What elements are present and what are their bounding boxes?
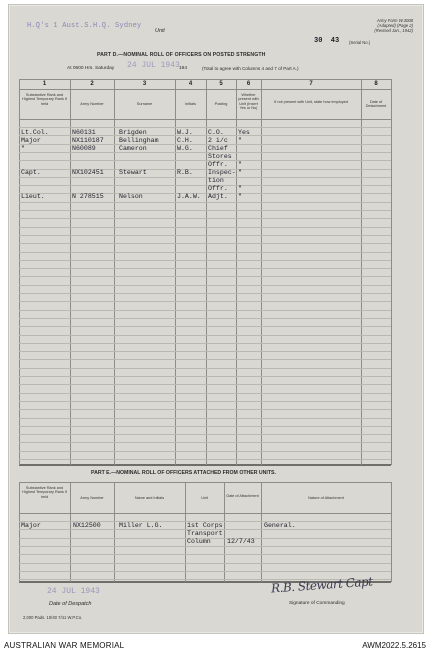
part-d-cell-present: Yes: [238, 129, 250, 136]
part-d-cell-initials: C.H.: [177, 137, 193, 144]
part-d-header-employed: If not present with Unit, state how employed: [274, 100, 348, 104]
part-d-cell-number: NX102451: [72, 169, 104, 176]
despatch-date-stamp: 24 JUL 1943: [47, 587, 100, 596]
part-d-ruled-line: [19, 260, 391, 261]
form-id-line-3: (Revised Jan., 1942): [374, 28, 413, 33]
part-d-cell-initials: R.B.: [177, 169, 193, 176]
part-d-ruled-line: [19, 293, 391, 294]
part-d-cell-present: ": [238, 185, 242, 192]
part-e-ruled-line: [19, 554, 391, 555]
part-d-ruled-line: [19, 434, 391, 435]
part-d-colnum-3: 3: [142, 81, 147, 87]
part-d-col-line-6: [261, 79, 262, 465]
part-d-ruled-line: [19, 243, 391, 244]
part-d-cell-present: ": [238, 193, 242, 200]
part-d-header-detachment: Date of Detachment: [365, 100, 387, 109]
part-d-col-line-0: [19, 79, 20, 465]
part-d-ruled-line: [19, 218, 391, 219]
part-d-ruled-line: [19, 426, 391, 427]
part-e-header-unit: Unit: [201, 496, 208, 500]
archive-caption-left: AUSTRALIAN WAR MEMORIAL: [4, 641, 125, 650]
part-d-cell-present: ": [238, 161, 242, 168]
part-d-cell-number: N60131: [72, 129, 96, 136]
part-d-header-number: Army Number: [80, 102, 104, 106]
commanding-officer-signature: R.B. Stewart Capt: [270, 574, 373, 596]
part-d-ruled-line: [19, 326, 391, 327]
part-d-ruled-line: [19, 335, 391, 336]
form-id-line-2: (Adapted) (Page 2): [377, 23, 413, 28]
part-d-cell-posting: 2 i/c: [208, 137, 228, 144]
part-d-ruled-line: [19, 351, 391, 352]
part-d-cell-posting: Adjt.: [208, 193, 228, 200]
part-d-header-present: Whether present with Unit (Insert Yes or No): [238, 93, 259, 111]
part-d-cell-initials: J.A.W.: [177, 193, 201, 200]
unit-label: Unit: [155, 28, 165, 34]
part-e-nature: General.: [264, 522, 296, 529]
part-d-cell-initials: W.J.: [177, 129, 193, 136]
part-d-bottom-rule: [19, 464, 391, 466]
part-e-header-nature: Nature of Attachment: [308, 496, 344, 500]
part-d-cell-present: ": [238, 137, 242, 144]
part-d-ruled-line: [19, 384, 391, 385]
part-d-cell-posting: Chief: [208, 145, 228, 152]
part-d-cell-surname: Stewart: [119, 169, 147, 176]
part-e-header-rank: Substantive Rank and Highest Temporary Rank if held: [22, 486, 67, 499]
document-sheet: [8, 4, 424, 634]
part-e-ruled-line: [19, 571, 391, 572]
part-d-ruled-line: [19, 459, 391, 460]
part-d-colnum-2: 2: [90, 81, 94, 87]
part-d-ruled-line: [19, 401, 391, 402]
part-d-cell-posting: C.O.: [208, 129, 224, 136]
part-d-ruled-line: [19, 376, 391, 377]
part-d-ruled-line: [19, 252, 391, 253]
part-e-header-name: Name and Initials: [134, 496, 165, 500]
part-d-cell-posting: Stores: [208, 153, 232, 160]
part-d-cell-posting: Offr.: [208, 161, 228, 168]
part-d-cell-surname: Brigden: [119, 129, 147, 136]
part-d-header-rule: [19, 119, 391, 120]
part-d-cell-number: N60089: [72, 145, 96, 152]
part-e-ruled-line: [19, 563, 391, 564]
part-d-ruled-line: [19, 127, 391, 128]
part-d-cell-surname: Nelson: [119, 193, 143, 200]
part-d-year-suffix: 194: [179, 66, 188, 71]
part-e-date: 12/7/43: [227, 538, 255, 545]
part-d-colnum-8: 8: [374, 81, 378, 87]
part-e-header-date: Date of Attachment: [226, 494, 259, 498]
part-d-colnum-rule: [19, 89, 391, 90]
part-e-unit-3: Column: [187, 538, 211, 545]
part-d-ruled-line: [19, 285, 391, 286]
printer-note: 2,000 Pads. 10/40 7/41 W.P.Co.: [23, 615, 83, 620]
part-d-header-initials: Initials: [185, 102, 196, 106]
part-d-ruled-line: [19, 276, 391, 277]
part-d-ruled-line: [19, 227, 391, 228]
part-d-ruled-line: [19, 368, 391, 369]
part-d-ruled-line: [19, 177, 391, 178]
part-e-rank: Major: [21, 522, 41, 529]
part-d-ruled-line: [19, 451, 391, 452]
part-d-ruled-line: [19, 210, 391, 211]
part-d-date-stamp: 24 JUL 1943: [127, 61, 180, 70]
part-d-ruled-line: [19, 310, 391, 311]
part-d-cell-initials: W.G.: [177, 145, 193, 152]
part-d-ruled-line: [19, 409, 391, 410]
part-e-title: PART E.—NOMINAL ROLL OF OFFICERS ATTACHED FROM OTHER UNITS.: [91, 470, 276, 476]
part-e-unit-2: Transport: [187, 530, 223, 537]
part-d-ruled-line: [19, 160, 391, 161]
part-d-colnum-7: 7: [309, 81, 313, 87]
part-d-cell-posting: Inspec-: [208, 169, 236, 176]
part-d-cell-surname: Bellingham: [119, 137, 159, 144]
signature-label: Signature of Commanding: [289, 601, 345, 606]
serial-label: (Serial No.): [349, 40, 371, 45]
part-e-col-line-6: [391, 482, 392, 582]
part-d-cell-surname: Cameron: [119, 145, 147, 152]
part-e-top-rule: [19, 482, 391, 483]
part-d-colnum-6: 6: [246, 81, 251, 87]
archive-caption-right: AWM2022.5.2615: [362, 641, 426, 650]
part-d-ruled-line: [19, 202, 391, 203]
part-d-col-line-1: [70, 79, 71, 465]
part-d-cell-posting: Offr.: [208, 185, 228, 192]
part-d-header-rank: Substantive Rank and Highest Temporary Rank if held: [22, 93, 67, 106]
part-d-date-prefix: At 0600 Hrs. Saturday: [67, 66, 115, 71]
part-d-colnum-5: 5: [219, 81, 223, 87]
part-d-ruled-line: [19, 442, 391, 443]
part-e-unit-1: 1st Corps: [187, 522, 223, 529]
part-d-title: PART D.—NOMINAL ROLL OF OFFICERS ON POSTED STRENGTH: [97, 52, 266, 58]
part-d-top-rule: [19, 79, 391, 80]
part-d-header-surname: Surname: [136, 102, 153, 106]
part-d-ruled-line: [19, 185, 391, 186]
form-id-line-1: Army Form W.3008: [376, 18, 413, 23]
unit-stamp: H.Q's 1 Aust.S.H.Q. Sydney: [27, 22, 142, 30]
part-d-ruled-line: [19, 418, 391, 419]
part-d-ruled-line: [19, 343, 391, 344]
part-d-col-line-4: [206, 79, 207, 465]
part-d-col-line-3: [175, 79, 176, 465]
part-e-ruled-line: [19, 546, 391, 547]
part-d-date-note: (Total to agree with Columns 4 and 7 of Part A.): [202, 66, 299, 71]
part-d-col-line-7: [361, 79, 362, 465]
part-d-colnum-4: 4: [188, 81, 193, 87]
serial-number: 30 43: [314, 37, 340, 45]
part-d-cell-rank: Lieut.: [21, 193, 45, 200]
part-d-cell-rank: Capt.: [21, 169, 41, 176]
part-d-ruled-line: [19, 268, 391, 269]
part-d-cell-rank: Major: [21, 137, 41, 144]
part-d-cell-rank: ": [21, 145, 25, 152]
part-e-header-rule: [19, 513, 391, 514]
part-d-ruled-line: [19, 318, 391, 319]
part-d-col-line-2: [114, 79, 115, 465]
part-d-header-posting: Posting: [214, 102, 228, 106]
part-d-cell-present: ": [238, 169, 242, 176]
part-e-name: Miller L.G.: [119, 522, 163, 529]
form-id: [374, 18, 413, 33]
part-d-col-line-8: [391, 79, 392, 465]
part-d-ruled-line: [19, 359, 391, 360]
despatch-date-label: Date of Despatch: [49, 601, 92, 607]
part-d-ruled-line: [19, 301, 391, 302]
part-d-col-line-5: [236, 79, 237, 465]
part-d-cell-number: NX110187: [72, 137, 104, 144]
part-d-cell-rank: Lt.Col.: [21, 129, 49, 136]
part-d-cell-number: N 278515: [72, 193, 104, 200]
part-d-ruled-line: [19, 235, 391, 236]
part-e-number: NX12500: [73, 522, 101, 529]
part-d-ruled-line: [19, 393, 391, 394]
part-e-header-number: Army Number: [80, 496, 104, 500]
part-d-colnum-1: 1: [42, 81, 47, 87]
part-d-cell-posting: tion: [208, 177, 224, 184]
archive-caption-bar: [0, 640, 430, 653]
